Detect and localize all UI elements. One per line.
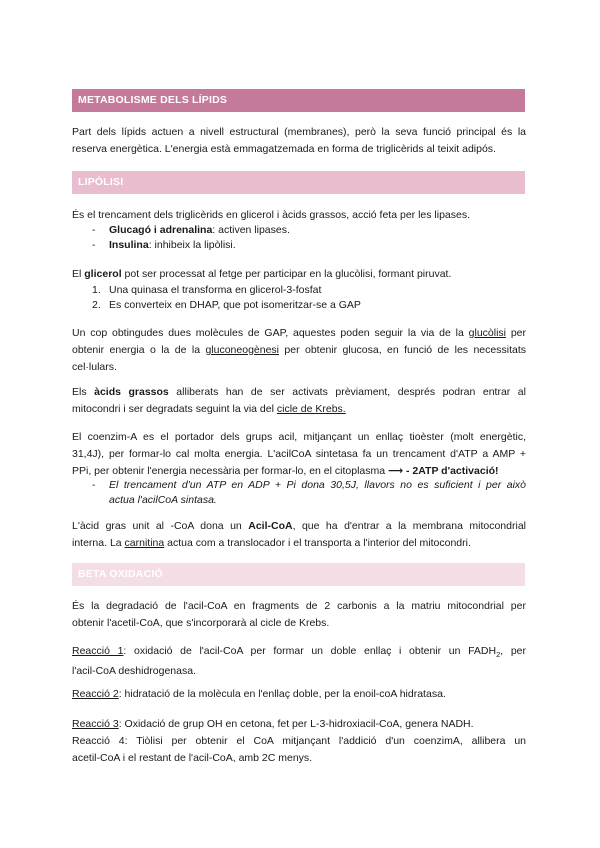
bullet-dash: - xyxy=(92,479,96,491)
glicerol-paragraph xyxy=(72,266,526,283)
cicle-krebs-link: cicle de Krebs. xyxy=(276,403,346,415)
note-atp xyxy=(92,478,526,506)
step-1 xyxy=(92,283,322,298)
acil-l1-post: , que ha d'entrar a la membrana mitocondrial xyxy=(292,520,526,532)
bullet-glucagon-text xyxy=(109,223,290,238)
coa-l1: El coenzim-A es el portador dels grups acil, mitjançant un enllaç tioèster (molt energètic, xyxy=(72,431,526,443)
glicerol-pre: El xyxy=(72,268,85,280)
reaccio-3-text: : Oxidació de grup OH en cetona, fet per L-3-hidroxiacil-CoA, genera NADH. xyxy=(118,718,474,730)
gap-l3: cel·lulars. xyxy=(72,361,117,373)
reaccio-1-end: , per xyxy=(500,645,526,657)
gluconeogenesi-link: gluconeogènesi xyxy=(205,344,280,356)
carnitina-link: carnitina xyxy=(124,537,165,549)
beta-def-l2: obtenir l'acetil-CoA, que s'incorporarà al cicle de Krebs. xyxy=(72,617,330,629)
gap-l2-pre: obtenir energia o la de la xyxy=(72,344,206,356)
intro-line-1: Part dels lípids actuen a nivell estructural (membranes), però la seva funció principal és la xyxy=(72,126,526,138)
coa-l2: 31,4J), per formar-lo cal molta energia. L'acilCoA sintetasa fa un trencament d'ATP a AMP + xyxy=(72,448,526,460)
note-l2: actua l'acilCoA sintasa. xyxy=(109,494,217,506)
step-number: 1. xyxy=(92,284,101,296)
section-header-metabolisme: METABOLISME DELS LÍPIDS xyxy=(72,89,525,112)
reaccio-4-l2: acetil-CoA i el restant de l'acil-CoA, amb 2C menys. xyxy=(72,752,313,764)
bullet-glucagon-bold: Glucagó i adrenalina xyxy=(109,224,213,236)
section-header-beta: BETA OXIDACIÓ xyxy=(72,563,525,586)
bullet-glucagon xyxy=(92,223,290,238)
bullet-dash: - xyxy=(92,224,96,236)
reaccio-1 xyxy=(72,643,526,680)
glucolisi-link: glucòlisi xyxy=(468,327,506,339)
bullet-insulina-text xyxy=(109,238,236,253)
acil-coa-bold: Acil-CoA xyxy=(248,520,293,532)
beta-definition xyxy=(72,598,526,632)
note-l1: El trencament d'un ATP en ADP + Pi dona 30,5J, llavors no es suficient i per això xyxy=(109,479,526,491)
acil-l1-pre: L'àcid gras unit al -CoA dona un xyxy=(72,520,249,532)
coa-l3-pre: PPi, per obtenir l'energia necessària per formar-lo, en el citoplasma xyxy=(72,465,388,477)
acids-grassos-bold: àcids grassos xyxy=(94,386,169,398)
acil-coa-paragraph xyxy=(72,518,526,552)
reaccio-2 xyxy=(72,686,526,703)
bullet-insulina-bold: Insulina xyxy=(109,239,149,251)
gap-l1-pre: Un cop obtingudes dues molècules de GAP, aquestes poden seguir la via de la xyxy=(72,327,469,339)
ag-l1-post: alliberats han de ser activats prèviament, després podran entrar al xyxy=(168,386,526,398)
bullet-dash: - xyxy=(92,239,96,251)
reaccio-1-label: Reacció 1 xyxy=(72,645,124,657)
reaccio-3-4 xyxy=(72,716,526,767)
reaccio-1-sub: 2 xyxy=(496,650,501,660)
atp-activacio-bold: ⟶ - 2ATP d'activació! xyxy=(388,465,499,477)
step-text: Es converteix en DHAP, que pot isomeritzar-se a GAP xyxy=(109,299,361,311)
glicerol-post: pot ser processat al fetge per participar en la glucòlisi, formant piruvat. xyxy=(121,268,452,280)
step-number: 2. xyxy=(92,299,101,311)
step-text: Una quinasa el transforma en glicerol-3-fosfat xyxy=(109,284,322,296)
reaccio-3-label: Reacció 3 xyxy=(72,718,119,730)
acil-l2-pre: interna. La xyxy=(72,537,125,549)
acil-l2-post: actua com a translocador i el transporta a l'interior del mitocondri. xyxy=(164,537,471,549)
reaccio-1-l1: : oxidació de l'acil-CoA per formar un doble enllaç i obtenir un FADH xyxy=(123,645,497,657)
acids-grassos-paragraph xyxy=(72,384,526,418)
gap-l1-post: per xyxy=(506,327,527,339)
ag-l1-pre: Els xyxy=(72,386,95,398)
step-2 xyxy=(92,298,361,313)
coenzim-paragraph xyxy=(72,429,526,480)
ag-l2-pre: mitocondri i ser degradats seguint la via del xyxy=(72,403,277,415)
intro-line-2: reserva energètica. L'energia està emmagatzemada en forma de triglicèrids al teixit adipós. xyxy=(72,143,496,155)
gap-l2-post: per obtenir glucosa, en funció de les necessitats xyxy=(279,344,526,356)
gap-paragraph xyxy=(72,325,526,376)
lipolisi-def-text: És el trencament dels triglicèrids en glicerol i àcids grassos, acció feta per les lipases. xyxy=(72,209,471,221)
intro-paragraph xyxy=(72,124,526,158)
bullet-insulina xyxy=(92,238,236,253)
reaccio-2-label: Reacció 2 xyxy=(72,688,119,700)
reaccio-2-text: : hidratació de la molècula en l'enllaç doble, per la enoil-coA hidratasa. xyxy=(118,688,446,700)
reaccio-4-l1: Reacció 4: Tiòlisi per obtenir el CoA mitjançant l'addició d'un coenzimA, allibera un xyxy=(72,735,526,747)
bullet-glucagon-rest: : activen lipases. xyxy=(212,224,290,236)
section-header-lipolisi: LIPÒLISI xyxy=(72,171,525,194)
bullet-insulina-rest: : inhibeix la lipòlisi. xyxy=(148,239,236,251)
lipolisi-definition xyxy=(72,207,526,224)
reaccio-1-l2: l'acil-CoA deshidrogenasa. xyxy=(72,665,196,678)
glicerol-bold: glicerol xyxy=(84,268,122,280)
beta-def-l1: És la degradació de l'acil-CoA en fragments de 2 carbonis a la matriu mitocondrial per xyxy=(72,600,526,612)
